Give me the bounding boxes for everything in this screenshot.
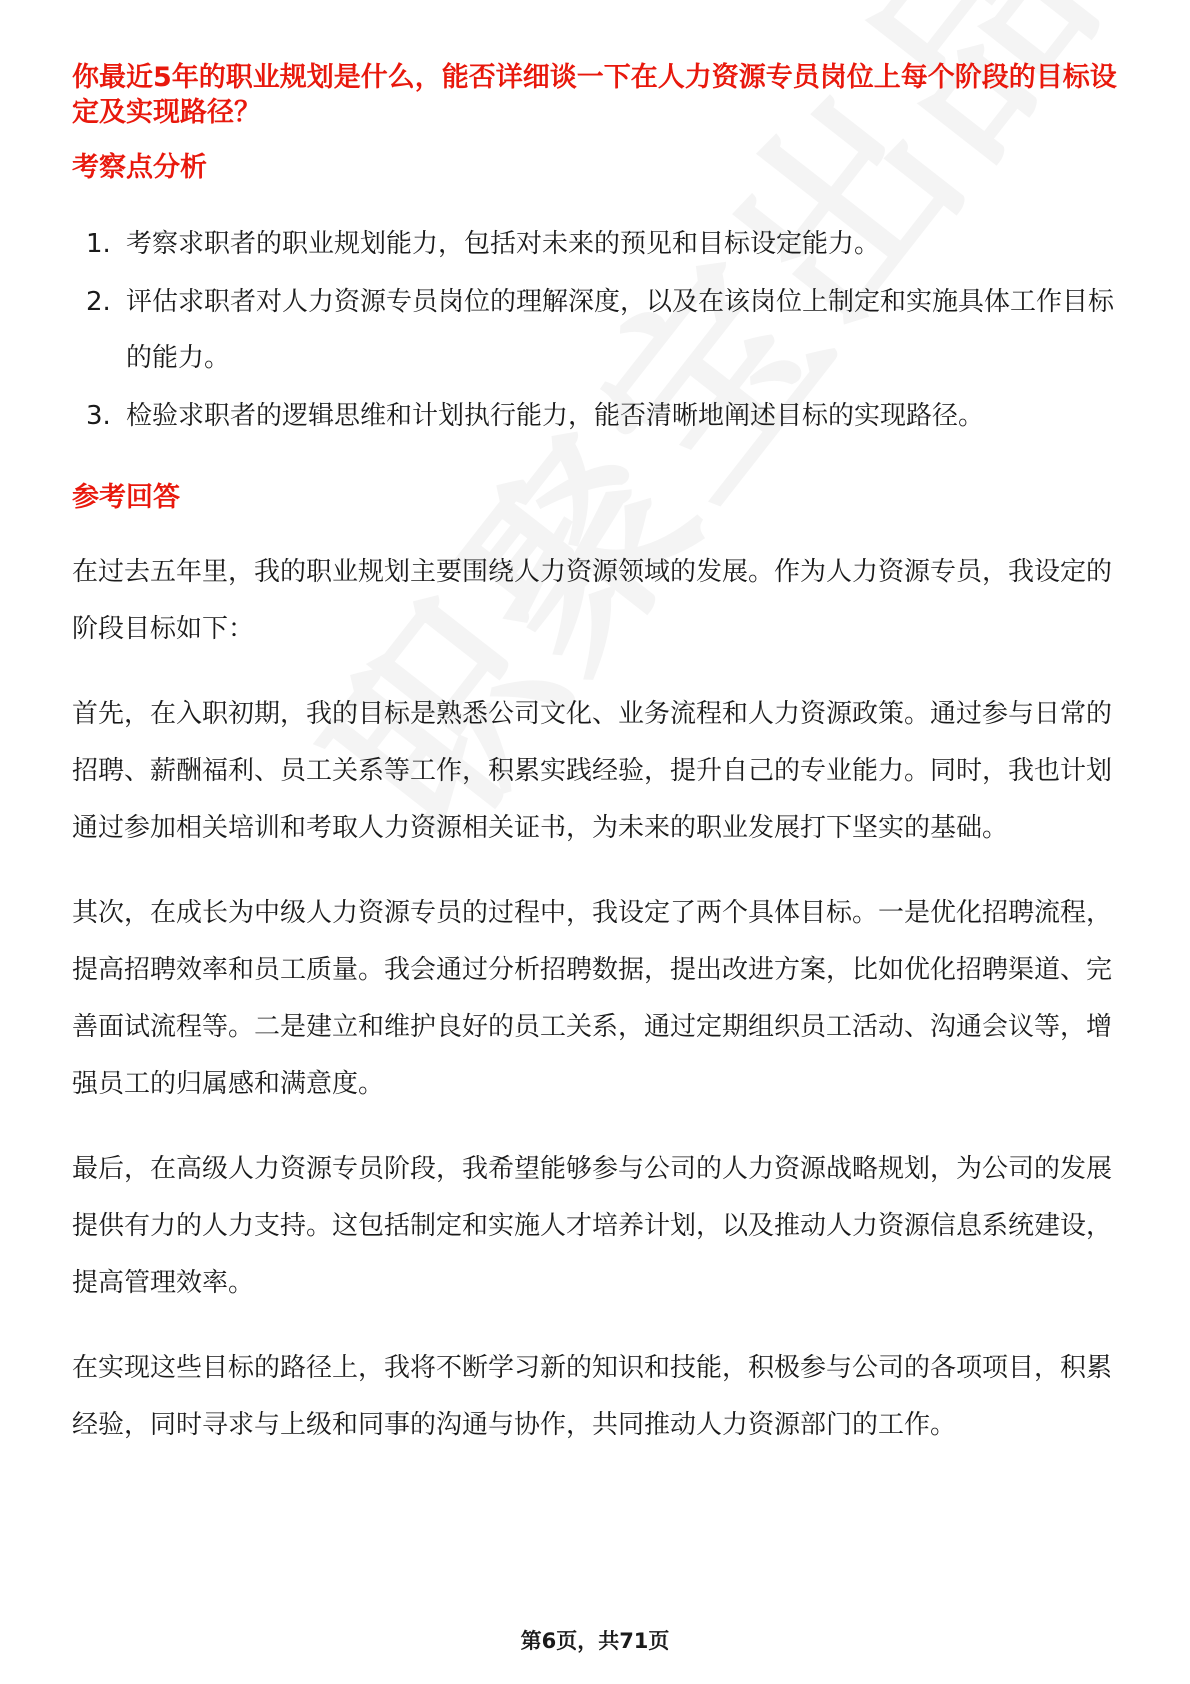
answer-heading: 参考回答 [72, 482, 180, 513]
list-item [72, 216, 1118, 272]
list-item-number: 1. [86, 229, 111, 259]
list-item-number: 2. [86, 287, 111, 317]
page-number-footer: 第6页，共71页 [520, 1629, 670, 1653]
list-item-number: 3. [86, 401, 111, 431]
list-item [72, 388, 1118, 444]
answer-paragraph: 在过去五年里，我的职业规划主要围绕人力资源领域的发展。作为人力资源专员，我设定的阶段目标如下： [72, 557, 1113, 644]
list-item-text: 评估求职者对人力资源专员岗位的理解深度，以及在该岗位上制定和实施具体工作目标的能力。 [126, 287, 1115, 373]
list-item-text: 考察求职者的职业规划能力，包括对未来的预见和目标设定能力。 [126, 229, 881, 259]
answer-paragraph: 在实现这些目标的路径上，我将不断学习新的知识和技能，积极参与公司的各项项目，积累经验，同时寻求与上级和同事的沟通与协作，共同推动人力资源部门的工作。 [72, 1353, 1113, 1440]
answer-paragraph: 最后，在高级人力资源专员阶段，我希望能够参与公司的人力资源战略规划，为公司的发展提供有力的人力支持。这包括制定和实施人才培养计划，以及推动人力资源信息系统建设，提高管理效率。 [72, 1154, 1113, 1298]
analysis-list [72, 216, 1118, 444]
answer-paragraph: 首先，在入职初期，我的目标是熟悉公司文化、业务流程和人力资源政策。通过参与日常的招聘、薪酬福利、员工关系等工作，积累实践经验，提升自己的专业能力。同时，我也计划通过参加相关培训和考取人力资源相关证书，为未来的职业发展打下坚实的基础。 [72, 699, 1113, 843]
list-item [72, 274, 1118, 386]
question-title: 你最近5年的职业规划是什么，能否详细谈一下在人力资源专员岗位上每个阶段的目标设定及实现路径？ [72, 62, 1117, 128]
page-content [72, 60, 1118, 1454]
answer-paragraph: 其次，在成长为中级人力资源专员的过程中，我设定了两个具体目标。一是优化招聘流程，提高招聘效率和员工质量。我会通过分析招聘数据，提出改进方案，比如优化招聘渠道、完善面试流程等。二是建立和维护良好的员工关系，通过定期组织员工活动、沟通会议等，增强员工的归属感和满意度。 [72, 898, 1113, 1099]
analysis-heading: 考察点分析 [72, 152, 207, 183]
list-item-text: 检验求职者的逻辑思维和计划执行能力，能否清晰地阐述目标的实现路径。 [126, 401, 985, 431]
